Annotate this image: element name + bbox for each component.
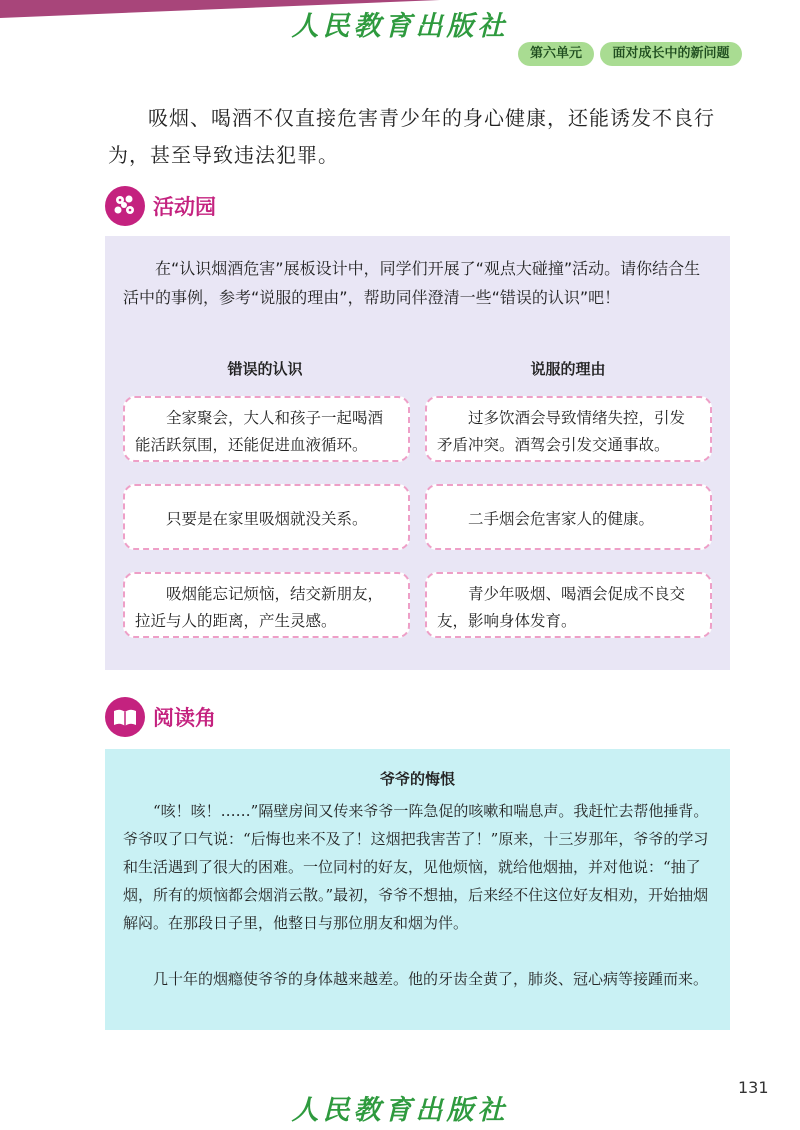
activity-section-heading xyxy=(105,186,216,226)
reason-text-2: 二手烟会危害家人的健康。 xyxy=(468,510,655,528)
wrong-card-2 xyxy=(123,484,410,550)
publisher-logo-top: 人民教育出版社 xyxy=(291,11,509,42)
reason-text-3: 青少年吸烟、喝酒会促成不良交友，影响身体发育。 xyxy=(437,584,686,630)
reason-card-3 xyxy=(425,572,712,638)
wrong-column-header: 错误的认识 xyxy=(227,360,303,378)
reading-section-title: 阅读角 xyxy=(153,706,216,730)
activity-panel xyxy=(105,236,730,670)
open-book-icon xyxy=(105,697,145,737)
unit-badge: 第六单元 xyxy=(518,42,594,66)
wrong-text-1: 全家聚会，大人和孩子一起喝酒能活跃氛围，还能促进血液循环。 xyxy=(135,408,384,454)
reason-card-2 xyxy=(425,484,712,550)
wrong-card-1 xyxy=(123,396,410,462)
wrong-text-2: 只要是在家里吸烟就没关系。 xyxy=(166,510,368,528)
reason-column-header: 说服的理由 xyxy=(530,360,606,378)
story-paragraph-2: 几十年的烟瘾使爷爷的身体越来越差。他的牙齿全黄了，肺炎、冠心病等接踵而来。 xyxy=(153,970,709,988)
story-paragraph-1: “咳！咳！……”隔壁房间又传来爷爷一阵急促的咳嗽和喘息声。我赶忙去帮他捶背。爷爷叹了口气说：“后悔也来不及了！这烟把我害苦了！”原来，十三岁那年，爷爷的学习和生活遇到了很大的困难。一位同村的好友，见他烦恼，就给他烟抽，并对他说：“抽了烟，所有的烦恼都会烟消云散。”最初，爷爷不想抽，后来经不住这位好友相劝，开始抽烟解闷。在那段日子里，他整日与那位朋友和烟为伴。 xyxy=(123,802,709,932)
story-title: 爷爷的悔恨 xyxy=(379,770,455,788)
wrong-text-3: 吸烟能忘记烦恼，结交新朋友，拉近与人的距离，产生灵感。 xyxy=(135,584,384,630)
page-number: 131 xyxy=(738,1078,769,1097)
activity-prompt: 在“认识烟酒危害”展板设计中，同学们开展了“观点大碰撞”活动。请你结合生活中的事例，参考“说服的理由”，帮助同伴澄清一些“错误的认识”吧！ xyxy=(123,259,701,307)
publisher-logo-bottom: 人民教育出版社 xyxy=(291,1095,509,1126)
topic-badge: 面对成长中的新问题 xyxy=(600,42,742,66)
chapter-badges xyxy=(518,42,742,66)
reading-section-heading xyxy=(105,697,216,737)
intro-paragraph: 吸烟、喝酒不仅直接危害青少年的身心健康，还能诱发不良行为，甚至导致违法犯罪。 xyxy=(108,106,715,167)
flower-icon xyxy=(105,186,145,226)
activity-section-title: 活动园 xyxy=(153,195,216,219)
wrong-card-3 xyxy=(123,572,410,638)
reading-panel xyxy=(105,749,730,1030)
reason-text-1: 过多饮酒会导致情绪失控，引发矛盾冲突。酒驾会引发交通事故。 xyxy=(437,408,686,454)
reason-card-1 xyxy=(425,396,712,462)
